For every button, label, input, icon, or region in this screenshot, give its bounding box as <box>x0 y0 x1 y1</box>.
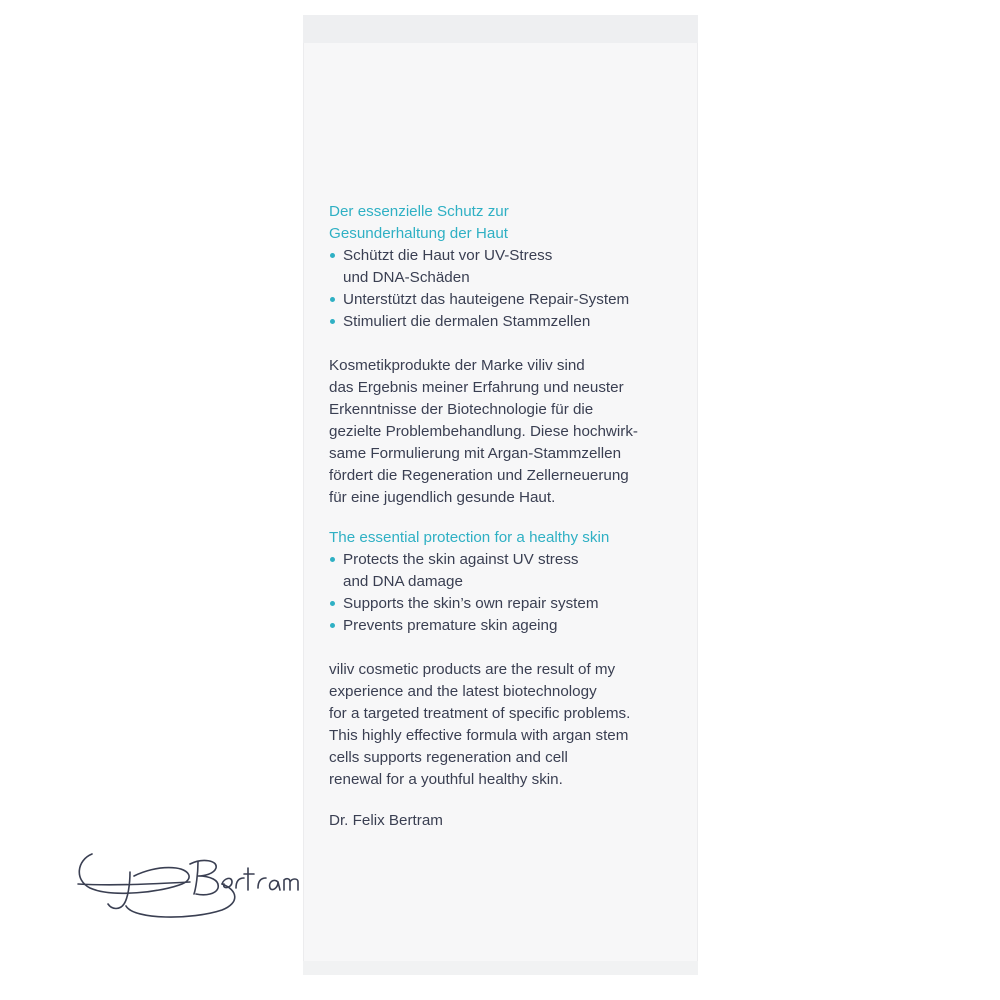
list-item-text: Supports the skin’s own repair system <box>343 595 599 612</box>
list-item-text: Stimuliert die dermalen Stammzellen <box>343 313 591 330</box>
english-heading: The essential protection for a healthy skin <box>329 529 610 546</box>
box-bottom-edge <box>303 961 698 975</box>
bullet-dot-icon <box>330 623 335 628</box>
bullet-dot-icon <box>330 253 335 258</box>
list-item <box>329 549 689 593</box>
list-item <box>329 311 689 333</box>
english-benefit-list <box>329 549 689 637</box>
list-item <box>329 593 689 615</box>
list-item <box>329 289 689 311</box>
german-heading-line1: Der essenzielle Schutz zur <box>329 203 509 220</box>
german-benefit-list <box>329 245 689 333</box>
handwritten-signature <box>72 832 312 922</box>
german-description: Kosmetikprodukte der Marke viliv sind das Ergebnis meiner Erfahrung und neuster Erkenntnisse der Biotechnologie für die gezielte Problembehandlung. Diese hochwirk- same Formulierung mit Argan-Stammzellen fördert die Regeneration und Zellerneuerung für eine jugendlich gesunde Haut. <box>329 357 638 506</box>
bullet-dot-icon <box>330 601 335 606</box>
list-item-text: Schützt die Haut vor UV-Stress und DNA-Schäden <box>343 247 553 286</box>
english-description: viliv cosmetic products are the result of my experience and the latest biotechnology for a targeted treatment of specific problems. This highly effective formula with argan stem cells supports regeneration and cell renewal for a youthful healthy skin. <box>329 661 631 788</box>
box-top-flap <box>303 15 698 43</box>
product-box-back <box>303 15 698 975</box>
box-text <box>329 201 689 832</box>
list-item-text: Unterstützt das hauteigene Repair-System <box>343 291 630 308</box>
list-item <box>329 615 689 637</box>
bullet-dot-icon <box>330 557 335 562</box>
list-item <box>329 245 689 289</box>
list-item-text: Protects the skin against UV stress and DNA damage <box>343 551 579 590</box>
bullet-dot-icon <box>330 297 335 302</box>
bullet-dot-icon <box>330 319 335 324</box>
author-name: Dr. Felix Bertram <box>329 812 443 829</box>
list-item-text: Prevents premature skin ageing <box>343 617 558 634</box>
german-heading-line2: Gesunderhaltung der Haut <box>329 225 508 242</box>
